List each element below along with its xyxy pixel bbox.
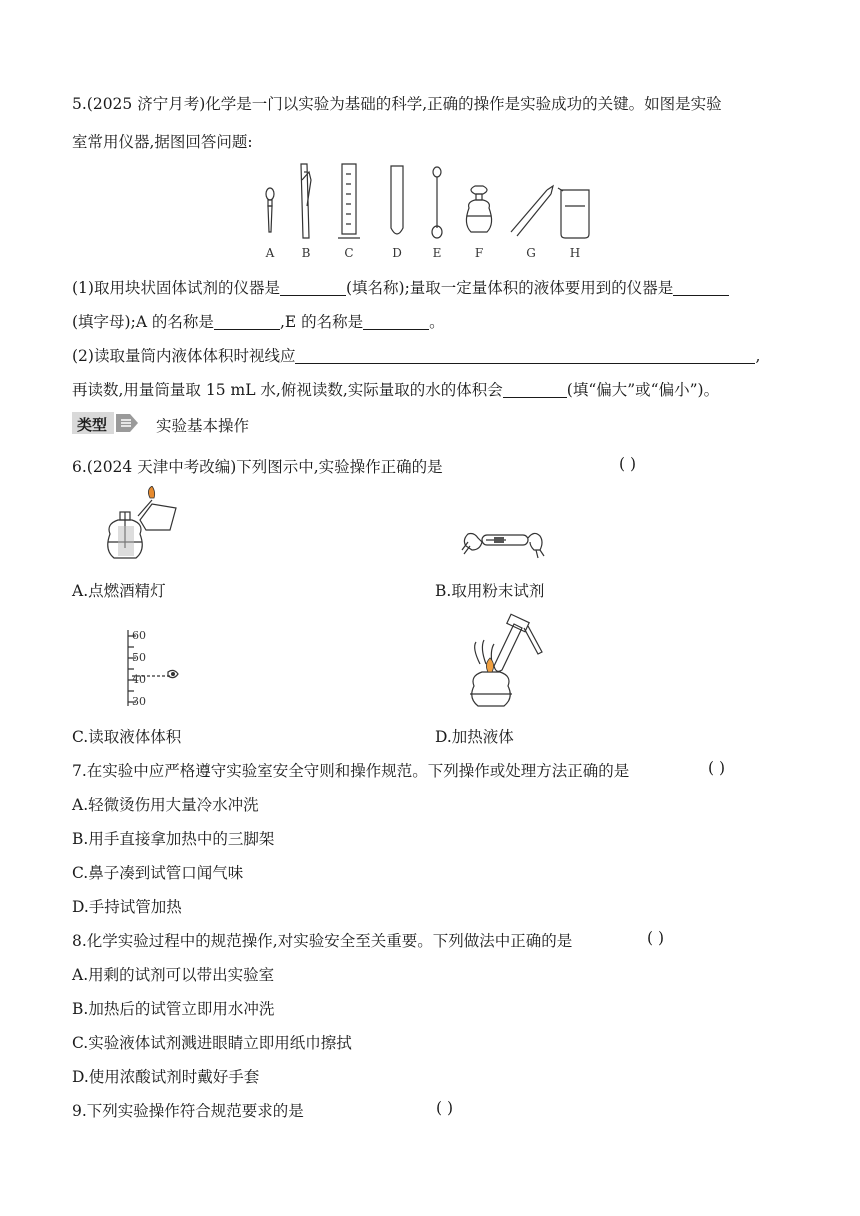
heating-liquid-figure — [454, 612, 554, 710]
q7-option-c[interactable]: C.鼻子凑到试管口闻气味 — [72, 864, 244, 882]
q8-option-b[interactable]: B.加热后的试管立即用水冲洗 — [72, 1000, 275, 1018]
q5-sub2-line1: (2)读取量筒内液体体积时视线应 , — [72, 347, 761, 365]
section-badge-label: 类型 — [77, 416, 108, 434]
test-tube-icon — [391, 166, 403, 234]
answer-blank-3[interactable] — [214, 313, 280, 330]
q7-stem: 7.在实验中应严格遵守实验室安全守则和操作规范。下列操作或处理方法正确的是 — [72, 762, 630, 780]
answer-blank-2[interactable] — [673, 279, 729, 296]
tick-50: 50 — [132, 651, 146, 664]
tick-60: 60 — [132, 629, 146, 642]
q9-answer-paren[interactable]: ( ) — [436, 1099, 454, 1117]
q7-option-b[interactable]: B.用手直接拿加热中的三脚架 — [72, 830, 275, 848]
q6-option-b[interactable]: B.取用粉末试剂 — [435, 582, 545, 600]
beaker-icon — [558, 188, 589, 238]
label-b: B — [301, 246, 311, 260]
label-g: G — [526, 246, 536, 260]
q6-answer-paren[interactable]: ( ) — [619, 455, 637, 473]
lighting-lamp-figure — [100, 486, 190, 562]
q6-option-a[interactable]: A.点燃酒精灯 — [72, 582, 166, 600]
q7-option-d[interactable]: D.手持试管加热 — [72, 898, 182, 916]
label-d: D — [392, 246, 402, 260]
answer-blank-5[interactable] — [295, 347, 755, 364]
q8-answer-paren[interactable]: ( ) — [647, 929, 665, 947]
q6-stem: 6.(2024 天津中考改编)下列图示中,实验操作正确的是 — [72, 458, 443, 476]
q5-sub1-line1: (1)取用块状固体试剂的仪器是 (填名称);量取一定量体积的液体要用到的仪器是 — [72, 276, 729, 298]
q5-stem-line1: 5.(2025 济宁月考)化学是一门以实验为基础的科学,正确的操作是实验成功的关键。如图是实验 — [72, 95, 722, 113]
q8-option-d[interactable]: D.使用浓酸试剂时戴好手套 — [72, 1068, 260, 1086]
dropper-icon — [266, 188, 274, 232]
answer-blank-4[interactable] — [363, 313, 429, 330]
section-title: 实验基本操作 — [156, 417, 250, 435]
burette-icon — [301, 164, 311, 238]
label-h: H — [569, 246, 581, 260]
q8-option-a[interactable]: A.用剩的试剂可以带出实验室 — [72, 966, 275, 984]
q5-stem-line2: 室常用仪器,据图回答问题: — [72, 133, 253, 151]
q6-option-c[interactable]: C.读取液体体积 — [72, 728, 182, 746]
q8-stem: 8.化学实验过程中的规范操作,对实验安全至关重要。下列做法中正确的是 — [72, 932, 573, 950]
crucible-tongs-icon — [511, 186, 553, 236]
instruments-figure — [255, 158, 605, 262]
label-a: A — [265, 246, 275, 260]
q7-option-a[interactable]: A.轻微烫伤用大量冷水冲洗 — [72, 796, 259, 814]
q8-option-c[interactable]: C.实验液体试剂溅进眼睛立即用纸巾擦拭 — [72, 1034, 352, 1052]
answer-blank-1[interactable] — [280, 279, 346, 296]
alcohol-lamp-icon — [466, 186, 491, 232]
powder-reagent-figure — [458, 520, 548, 560]
label-c: C — [344, 246, 354, 260]
answer-blank-6[interactable] — [503, 381, 567, 398]
measuring-cylinder-icon — [338, 164, 360, 238]
q5-sub2-line2: 再读数,用量筒量取 15 mL 水,俯视读数,实际量取的水的体积会 (填“偏大”或“偏小”)。 — [72, 381, 720, 399]
tick-40: 40 — [132, 673, 146, 686]
q7-answer-paren[interactable]: ( ) — [708, 759, 726, 777]
cylinder-reading-figure — [118, 628, 198, 708]
tick-30: 30 — [132, 695, 146, 708]
q9-stem: 9.下列实验操作符合规范要求的是 — [72, 1102, 304, 1120]
q6-option-d[interactable]: D.加热液体 — [435, 728, 514, 746]
q5-sub1-line2: (填字母);A 的名称是 ,E 的名称是 。 — [72, 313, 445, 331]
label-e: E — [432, 246, 442, 260]
spatula-icon — [432, 167, 442, 238]
label-f: F — [474, 246, 484, 260]
